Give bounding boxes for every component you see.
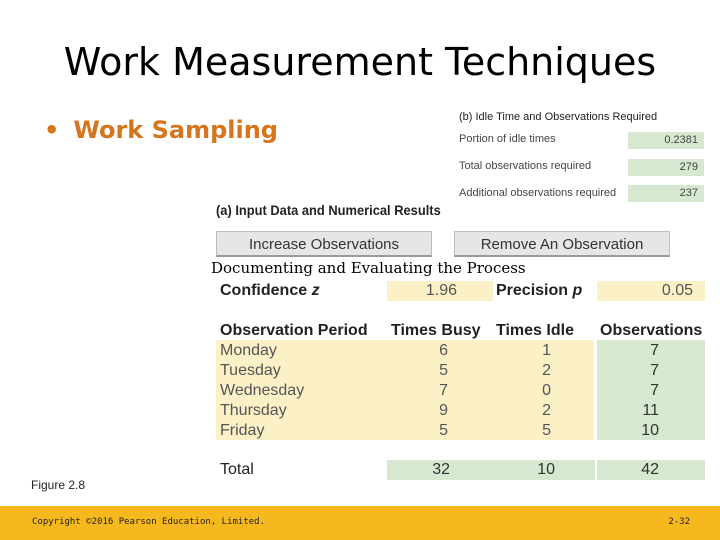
- busy-cell[interactable]: 9: [439, 402, 448, 419]
- idle-portion-value: 0.2381: [628, 132, 704, 149]
- period-cell: Wednesday: [220, 382, 305, 399]
- period-cell: Friday: [220, 422, 265, 439]
- precision-label: Precision p: [496, 282, 583, 299]
- total-label: Total: [220, 461, 254, 478]
- idle-cell[interactable]: 5: [542, 422, 551, 439]
- obs-cell: 7: [650, 342, 659, 359]
- busy-cell[interactable]: 5: [439, 362, 448, 379]
- copyright-text: Copyright ©2016 Pearson Education, Limited.: [32, 517, 265, 527]
- busy-cell[interactable]: 6: [439, 342, 448, 359]
- idle-portion-label: Portion of idle times: [459, 133, 556, 145]
- period-cell: Thursday: [220, 402, 287, 419]
- header-idle: Times Idle: [496, 322, 574, 339]
- table-row: [216, 361, 705, 381]
- idle-cell[interactable]: 2: [542, 362, 551, 379]
- bullet-text: Work Sampling: [73, 116, 278, 144]
- header-busy: Times Busy: [391, 322, 481, 339]
- figure-caption: Documenting and Evaluating the Process: [211, 259, 526, 277]
- obs-cell: 10: [641, 422, 659, 439]
- idle-cell[interactable]: 2: [542, 402, 551, 419]
- additional-observations-label: Additional observations required: [459, 187, 617, 199]
- slide-title: Work Measurement Techniques: [63, 40, 657, 84]
- total-observations-label: Total observations required: [459, 160, 592, 172]
- additional-observations-value: 237: [628, 185, 704, 202]
- table-row: [216, 381, 705, 401]
- obs-cell: 11: [642, 402, 659, 419]
- header-period: Observation Period: [220, 322, 368, 339]
- bullet-item: [44, 116, 278, 144]
- busy-cell[interactable]: 7: [439, 382, 448, 399]
- panel-a-title: (a) Input Data and Numerical Results: [216, 202, 441, 218]
- figure-label: Figure 2.8: [31, 478, 86, 492]
- table-row: [216, 341, 705, 361]
- precision-input[interactable]: 0.05: [597, 281, 705, 301]
- remove-observation-button[interactable]: Remove An Observation: [454, 231, 670, 257]
- table-row: [216, 421, 705, 441]
- panel-b-title: (b) Idle Time and Observations Required: [459, 111, 658, 123]
- total-observations: 42: [597, 460, 705, 480]
- increase-observations-button[interactable]: Increase Observations: [216, 231, 432, 257]
- confidence-label: Confidence z: [220, 282, 320, 299]
- period-cell: Tuesday: [220, 362, 281, 379]
- total-idle: 10: [494, 460, 595, 480]
- busy-cell[interactable]: 5: [439, 422, 448, 439]
- confidence-input[interactable]: 1.96: [387, 281, 493, 301]
- idle-cell[interactable]: 1: [542, 342, 551, 359]
- idle-cell[interactable]: 0: [542, 382, 551, 399]
- obs-cell: 7: [650, 362, 659, 379]
- total-observations-value: 279: [628, 159, 704, 176]
- page-number: 2-32: [668, 517, 690, 527]
- table-row: [216, 401, 705, 421]
- obs-cell: 7: [650, 382, 659, 399]
- total-busy: 32: [387, 460, 494, 480]
- bullet-dot-icon: •: [44, 116, 60, 144]
- header-observations: Observations: [600, 322, 703, 339]
- period-cell: Monday: [220, 342, 277, 359]
